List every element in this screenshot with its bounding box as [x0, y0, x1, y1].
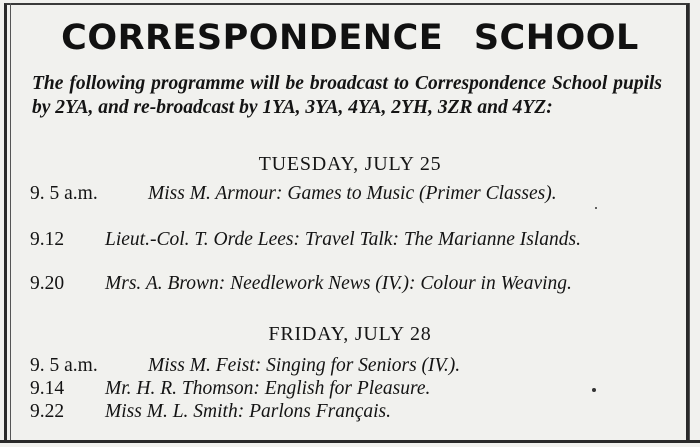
intro-paragraph: The following programme will be broadcast to Correspondence School pupils by 2YA, and re-broadcast by 1YA, 3YA, 4YA, 2YH, 3ZR and 4YZ:	[32, 73, 662, 118]
day-heading-friday: FRIDAY, JULY 28	[268, 323, 432, 345]
entry-time: 9.20	[30, 273, 65, 294]
entry-text: Lieut.-Col. T. Orde Lees: Travel Talk: The Marianne Islands.	[105, 229, 581, 250]
entry-time: 9. 5 a.m.	[30, 355, 98, 376]
page-title: CORRESPONDENCE SCHOOL	[61, 18, 639, 58]
print-speck	[592, 388, 596, 392]
entry-time: 9. 5 a.m.	[30, 183, 98, 204]
entry-text: Miss M. L. Smith: Parlons Français.	[105, 401, 392, 422]
entry-text: Miss M. Feist: Singing for Seniors (IV.).	[148, 355, 461, 376]
day-heading-tuesday: TUESDAY, JULY 25	[258, 153, 442, 175]
entry-text: Miss M. Armour: Games to Music (Primer Classes).	[148, 183, 557, 204]
inner-border	[10, 3, 690, 443]
bottom-rule	[0, 440, 700, 443]
entry-text: Mr. H. R. Thomson: English for Pleasure.	[105, 378, 431, 399]
print-speck	[595, 207, 597, 209]
entry-time: 9.22	[30, 401, 65, 422]
entry-time: 9.12	[30, 229, 65, 250]
entry-time: 9.14	[30, 378, 65, 399]
entry-text: Mrs. A. Brown: Needlework News (IV.): Colour in Weaving.	[105, 273, 572, 294]
